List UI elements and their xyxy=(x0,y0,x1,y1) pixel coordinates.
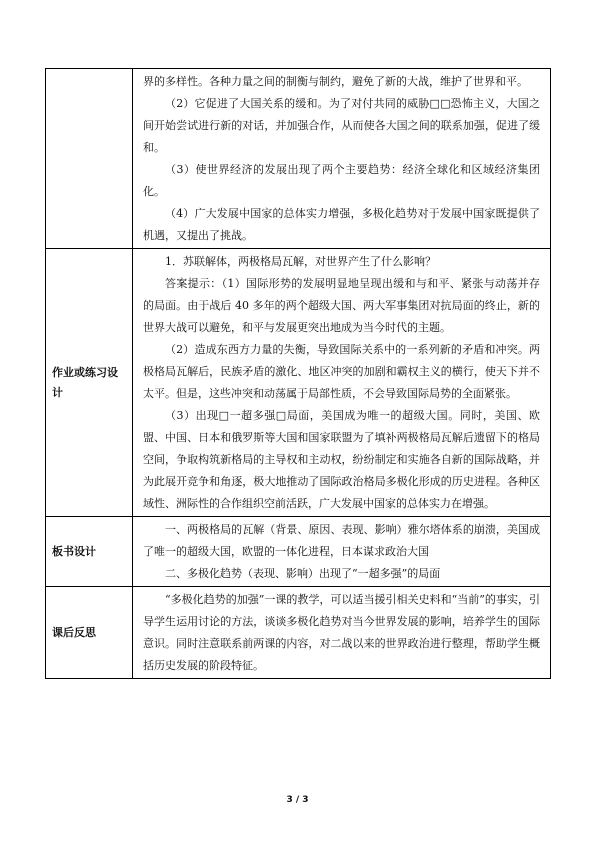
row-content xyxy=(133,587,551,679)
paragraph: 1．苏联解体，两极格局瓦解，对世界产生了什么影响？ xyxy=(165,255,436,268)
row-label: 作业或练习设计 xyxy=(46,249,133,517)
table-row xyxy=(46,249,551,517)
page-number: 3 / 3 xyxy=(286,795,309,805)
paragraph: （2）造成东西方力量的失衡，导致国际关系中的一系列新的矛盾和冲突。两极格局瓦解后，民族矛盾的激化、地区冲突的加剧和霸权主义的横行，使天下并不太平。但是，这些冲突和动荡属于局部性质，不会导致国际局势的全面紧张。 xyxy=(143,343,540,400)
row-content xyxy=(133,69,551,249)
paragraph: 一、两极格局的瓦解（背景、原因、表现、影响）雅尔塔体系的崩溃，美国成了唯一的超级大国，欧盟的一体化进程，日本谋求政治大国 xyxy=(143,523,540,558)
row-content xyxy=(133,517,551,587)
paragraph: （3）出现□一超多强□局面，美国成为唯一的超级大国。同时，美国、欧盟、中国、日本和俄罗斯等大国和国家联盟为了填补两极格局瓦解后遗留下的格局空间，争取构筑新格局的主导权和主动权，纷纷制定和实施各自新的国际战略，并为此展开竞争和角逐，极大地推动了国际政治格局多极化形成的历史进程。各种区域性、洲际性的合作组织空前活跃，广大发展中国家的总体实力在增强。 xyxy=(143,409,540,510)
paragraph: “多极化趋势的加强”一课的教学，可以适当援引相关史料和“当前”的事实，引导学生运用讨论的方法，谈谈多极化趋势对当今世界发展的影响，培养学生的国际意识。同时注意联系前两课的内容，对二战以来的世界政治进行整理，帮助学生概括历史发展的阶段特征。 xyxy=(143,593,540,672)
paragraph: 答案提示：（1）国际形势的发展明显地呈现出缓和与和平、紧张与动荡并存的局面。由于战后 40 多年的两个超级大国、两大军事集团对抗局面的终止，新的世界大战可以避免，和平与发展更突出地成为当今时代的主题。 xyxy=(143,277,540,334)
paragraph: （4）广大发展中国家的总体实力增强，多极化趋势对于发展中国家既提供了机遇，又提出了挑战。 xyxy=(143,207,540,242)
table-row xyxy=(46,517,551,587)
paragraph: （2）它促进了大国关系的缓和。为了对付共同的威胁□□恐怖主义，大国之间开始尝试进行新的对话，并加强合作，从而使各大国之间的联系加强，促进了缓和。 xyxy=(143,97,540,154)
lesson-plan-table xyxy=(45,68,551,679)
row-label xyxy=(46,69,133,249)
table-row xyxy=(46,69,551,249)
row-content xyxy=(133,249,551,517)
paragraph: （3）使世界经济的发展出现了两个主要趋势：经济全球化和区域经济集团化。 xyxy=(143,163,540,198)
paragraph: 界的多样性。各种力量之间的制衡与制约，避免了新的大战，维护了世界和平。 xyxy=(143,75,528,88)
row-label: 课后反思 xyxy=(46,587,133,679)
table-row xyxy=(46,587,551,679)
row-label: 板书设计 xyxy=(46,517,133,587)
paragraph: 二、多极化趋势（表现、影响）出现了“一超多强”的局面 xyxy=(165,567,441,580)
